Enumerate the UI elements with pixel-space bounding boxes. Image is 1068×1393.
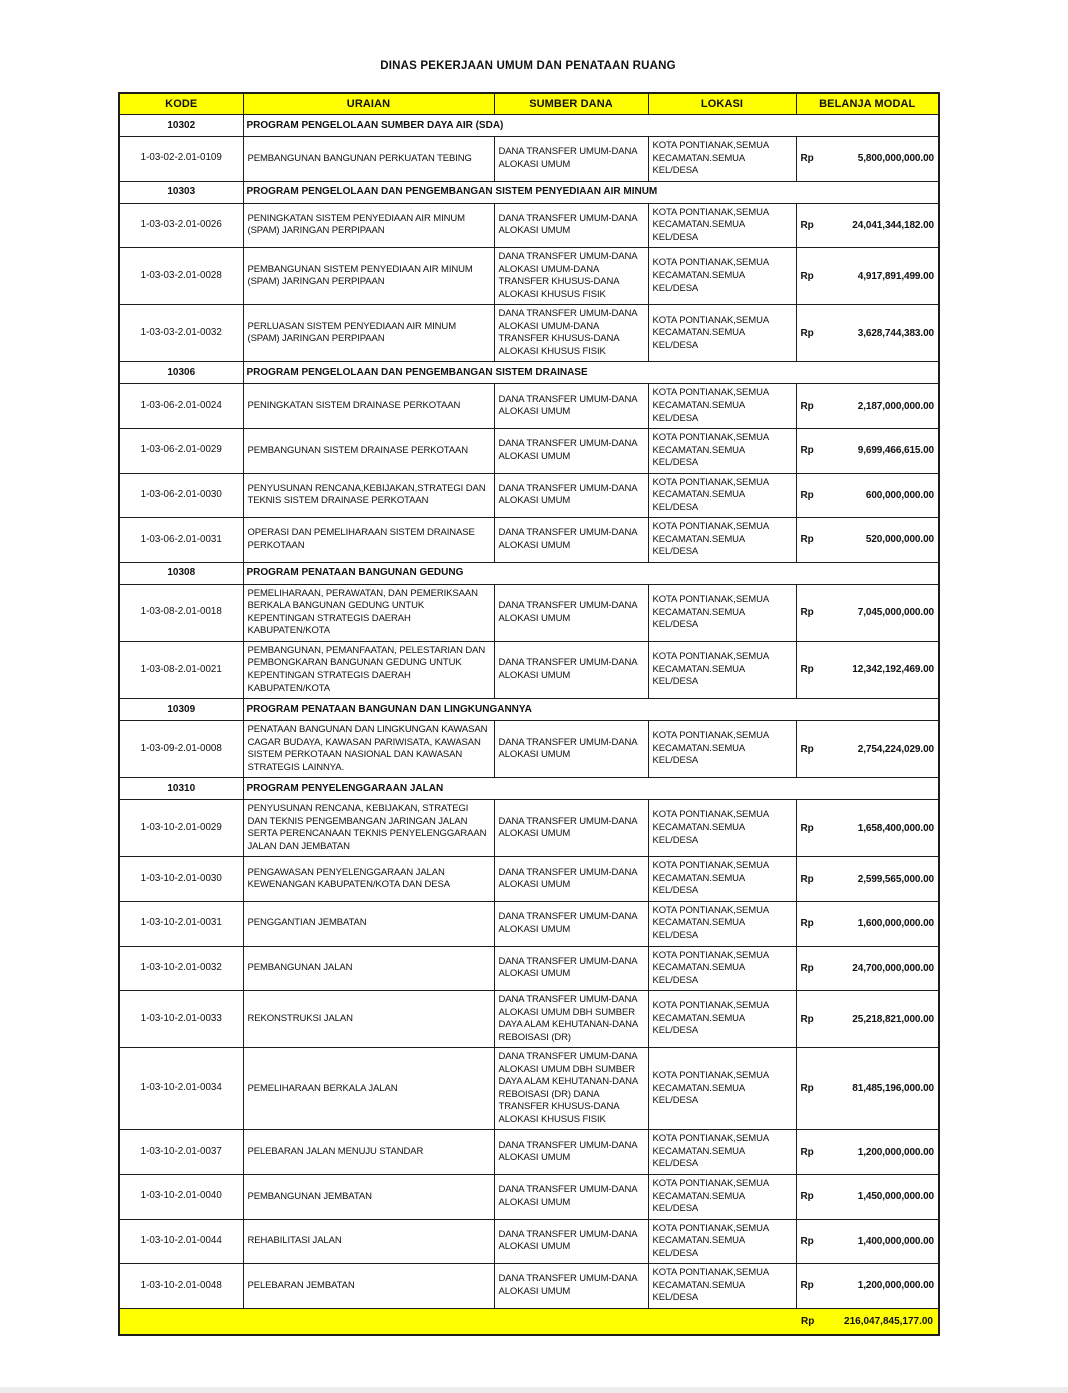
program-code-cell: 10306 [119, 362, 243, 384]
amount-value: 1,450,000,000.00 [857, 1191, 934, 1203]
item-lokasi-cell: KOTA PONTIANAK,SEMUA KECAMATAN.SEMUA KEL/DESA [648, 305, 796, 362]
program-code-cell: 10310 [119, 778, 243, 800]
column-header-lokasi: LOKASI [648, 93, 796, 115]
total-spacer-cell [119, 1308, 796, 1335]
item-code-cell: 1-03-10-2.01-0032 [119, 946, 243, 991]
item-lokasi-cell: KOTA PONTIANAK,SEMUA KECAMATAN.SEMUA KEL/DESA [648, 991, 796, 1048]
currency-label: Rp [800, 270, 814, 282]
item-belanja-cell [796, 305, 939, 362]
budget-table [118, 92, 940, 1336]
item-code-cell: 1-03-10-2.01-0031 [119, 901, 243, 946]
item-sumber-dana-cell: DANA TRANSFER UMUM-DANA ALOKASI UMUM [494, 1264, 648, 1309]
item-code-cell: 1-03-03-2.01-0032 [119, 305, 243, 362]
total-belanja-cell [796, 1308, 939, 1335]
item-belanja-cell [796, 518, 939, 563]
item-code-cell: 1-03-10-2.01-0048 [119, 1264, 243, 1309]
item-lokasi-cell: KOTA PONTIANAK,SEMUA KECAMATAN.SEMUA KEL/DESA [648, 518, 796, 563]
currency-label: Rp [800, 534, 814, 546]
program-row [119, 362, 939, 384]
item-uraian-cell: PENYUSUNAN RENCANA, KEBIJAKAN, STRATEGI DAN TEKNIS PENGEMBANGAN JARINGAN JALAN SERTA PERENCANAAN TEKNIS PENYELENGGARAAN JALAN DAN JEMBATAN [243, 800, 494, 857]
amount-value: 3,628,744,383.00 [857, 327, 934, 339]
item-uraian-cell: PEMELIHARAAN BERKALA JALAN [243, 1048, 494, 1130]
item-code-cell: 1-03-06-2.01-0030 [119, 473, 243, 518]
table-row [119, 1175, 939, 1220]
item-lokasi-cell: KOTA PONTIANAK,SEMUA KECAMATAN.SEMUA KEL/DESA [648, 1130, 796, 1175]
page-title: DINAS PEKERJAAN UMUM DAN PENATAAN RUANG [380, 60, 676, 72]
item-belanja-cell [796, 1264, 939, 1309]
item-lokasi-cell: KOTA PONTIANAK,SEMUA KECAMATAN.SEMUA KEL/DESA [648, 800, 796, 857]
table-row [119, 641, 939, 698]
item-lokasi-cell: KOTA PONTIANAK,SEMUA KECAMATAN.SEMUA KEL/DESA [648, 857, 796, 902]
item-lokasi-cell: KOTA PONTIANAK,SEMUA KECAMATAN.SEMUA KEL/DESA [648, 721, 796, 778]
item-uraian-cell: PEMELIHARAAN, PERAWATAN, DAN PEMERIKSAAN BERKALA BANGUNAN GEDUNG UNTUK KEPENTINGAN STRATEGIS DAERAH KABUPATEN/KOTA [243, 584, 494, 641]
amount-value: 4,917,891,499.00 [857, 270, 934, 282]
amount-value: 81,485,196,000.00 [852, 1083, 934, 1095]
amount-value: 1,400,000,000.00 [857, 1235, 934, 1247]
item-belanja-cell [796, 584, 939, 641]
item-code-cell: 1-03-02-2.01-0109 [119, 137, 243, 182]
item-code-cell: 1-03-09-2.01-0008 [119, 721, 243, 778]
item-uraian-cell: PENINGKATAN SISTEM DRAINASE PERKOTAAN [243, 384, 494, 429]
item-belanja-cell [796, 901, 939, 946]
currency-label: Rp [800, 664, 814, 676]
table-row [119, 1264, 939, 1309]
item-belanja-cell [796, 991, 939, 1048]
item-lokasi-cell: KOTA PONTIANAK,SEMUA KECAMATAN.SEMUA KEL/DESA [648, 203, 796, 248]
item-lokasi-cell: KOTA PONTIANAK,SEMUA KECAMATAN.SEMUA KEL/DESA [648, 1175, 796, 1220]
program-code-cell: 10302 [119, 115, 243, 137]
program-name-cell: PROGRAM PENGELOLAAN SUMBER DAYA AIR (SDA) [243, 115, 939, 137]
item-uraian-cell: PENYUSUNAN RENCANA,KEBIJAKAN,STRATEGI DAN TEKNIS SISTEM DRAINASE PERKOTAAN [243, 473, 494, 518]
table-row [119, 248, 939, 305]
currency-label: Rp [800, 1235, 814, 1247]
amount-value: 2,187,000,000.00 [857, 400, 934, 412]
program-name-cell: PROGRAM PENATAAN BANGUNAN GEDUNG [243, 562, 939, 584]
amount-value: 5,800,000,000.00 [857, 153, 934, 165]
item-lokasi-cell: KOTA PONTIANAK,SEMUA KECAMATAN.SEMUA KEL/DESA [648, 1048, 796, 1130]
item-code-cell: 1-03-03-2.01-0026 [119, 203, 243, 248]
column-header-sumber-dana: SUMBER DANA [494, 93, 648, 115]
currency-label: Rp [800, 743, 814, 755]
item-uraian-cell: OPERASI DAN PEMELIHARAAN SISTEM DRAINASE PERKOTAAN [243, 518, 494, 563]
item-lokasi-cell: KOTA PONTIANAK,SEMUA KECAMATAN.SEMUA KEL/DESA [648, 429, 796, 474]
program-row [119, 778, 939, 800]
item-code-cell: 1-03-10-2.01-0034 [119, 1048, 243, 1130]
item-sumber-dana-cell: DANA TRANSFER UMUM-DANA ALOKASI UMUM [494, 429, 648, 474]
item-sumber-dana-cell: DANA TRANSFER UMUM-DANA ALOKASI UMUM [494, 137, 648, 182]
table-row [119, 1048, 939, 1130]
item-lokasi-cell: KOTA PONTIANAK,SEMUA KECAMATAN.SEMUA KEL/DESA [648, 584, 796, 641]
item-lokasi-cell: KOTA PONTIANAK,SEMUA KECAMATAN.SEMUA KEL/DESA [648, 384, 796, 429]
item-code-cell: 1-03-10-2.01-0037 [119, 1130, 243, 1175]
program-code-cell: 10309 [119, 699, 243, 721]
item-lokasi-cell: KOTA PONTIANAK,SEMUA KECAMATAN.SEMUA KEL/DESA [648, 1264, 796, 1309]
table-row [119, 800, 939, 857]
program-code-cell: 10308 [119, 562, 243, 584]
item-uraian-cell: PENINGKATAN SISTEM PENYEDIAAN AIR MINUM (SPAM) JARINGAN PERPIPAAN [243, 203, 494, 248]
item-belanja-cell [796, 641, 939, 698]
item-uraian-cell: PERLUASAN SISTEM PENYEDIAAN AIR MINUM (SPAM) JARINGAN PERPIPAAN [243, 305, 494, 362]
item-belanja-cell [796, 384, 939, 429]
item-code-cell: 1-03-10-2.01-0044 [119, 1219, 243, 1264]
item-sumber-dana-cell: DANA TRANSFER UMUM-DANA ALOKASI UMUM [494, 857, 648, 902]
item-lokasi-cell: KOTA PONTIANAK,SEMUA KECAMATAN.SEMUA KEL/DESA [648, 248, 796, 305]
item-belanja-cell [796, 473, 939, 518]
program-name-cell: PROGRAM PENATAAN BANGUNAN DAN LINGKUNGANNYA [243, 699, 939, 721]
amount-value: 600,000,000.00 [865, 489, 934, 501]
item-uraian-cell: PENATAAN BANGUNAN DAN LINGKUNGAN KAWASAN CAGAR BUDAYA, KAWASAN PARIWISATA, KAWASAN SISTEM PERKOTAAN NASIONAL DAN KAWASAN STRATEGIS LAINNYA. [243, 721, 494, 778]
item-sumber-dana-cell: DANA TRANSFER UMUM-DANA ALOKASI UMUM [494, 901, 648, 946]
total-currency-label: Rp [801, 1316, 815, 1328]
item-uraian-cell: PEMBANGUNAN JALAN [243, 946, 494, 991]
amount-value: 1,200,000,000.00 [857, 1280, 934, 1292]
program-name-cell: PROGRAM PENGELOLAAN DAN PENGEMBANGAN SISTEM PENYEDIAAN AIR MINUM [243, 181, 939, 203]
item-belanja-cell [796, 800, 939, 857]
item-uraian-cell: REHABILITASI JALAN [243, 1219, 494, 1264]
item-sumber-dana-cell: DANA TRANSFER UMUM-DANA ALOKASI UMUM [494, 1219, 648, 1264]
item-code-cell: 1-03-08-2.01-0018 [119, 584, 243, 641]
currency-label: Rp [800, 1013, 814, 1025]
program-code-cell: 10303 [119, 181, 243, 203]
item-lokasi-cell: KOTA PONTIANAK,SEMUA KECAMATAN.SEMUA KEL/DESA [648, 1219, 796, 1264]
item-sumber-dana-cell: DANA TRANSFER UMUM-DANA ALOKASI UMUM-DANA TRANSFER KHUSUS-DANA ALOKASI KHUSUS FISIK [494, 305, 648, 362]
item-sumber-dana-cell: DANA TRANSFER UMUM-DANA ALOKASI UMUM DBH SUMBER DAYA ALAM KEHUTANAN-DANA REBOISASI (DR) [494, 991, 648, 1048]
currency-label: Rp [800, 1083, 814, 1095]
amount-value: 9,699,466,615.00 [857, 445, 934, 457]
item-code-cell: 1-03-06-2.01-0029 [119, 429, 243, 474]
item-lokasi-cell: KOTA PONTIANAK,SEMUA KECAMATAN.SEMUA KEL/DESA [648, 473, 796, 518]
item-sumber-dana-cell: DANA TRANSFER UMUM-DANA ALOKASI UMUM [494, 1130, 648, 1175]
item-belanja-cell [796, 248, 939, 305]
item-lokasi-cell: KOTA PONTIANAK,SEMUA KECAMATAN.SEMUA KEL/DESA [648, 946, 796, 991]
item-belanja-cell [796, 1130, 939, 1175]
item-code-cell: 1-03-10-2.01-0040 [119, 1175, 243, 1220]
item-uraian-cell: PENGGANTIAN JEMBATAN [243, 901, 494, 946]
currency-label: Rp [800, 822, 814, 834]
item-belanja-cell [796, 946, 939, 991]
item-uraian-cell: PEMBANGUNAN SISTEM PENYEDIAAN AIR MINUM (SPAM) JARINGAN PERPIPAAN [243, 248, 494, 305]
table-row [119, 1219, 939, 1264]
item-code-cell: 1-03-03-2.01-0028 [119, 248, 243, 305]
currency-label: Rp [800, 489, 814, 501]
program-name-cell: PROGRAM PENGELOLAAN DAN PENGEMBANGAN SISTEM DRAINASE [243, 362, 939, 384]
table-row [119, 137, 939, 182]
currency-label: Rp [800, 1146, 814, 1158]
item-belanja-cell [796, 1175, 939, 1220]
item-sumber-dana-cell: DANA TRANSFER UMUM-DANA ALOKASI UMUM [494, 641, 648, 698]
item-uraian-cell: PELEBARAN JALAN MENUJU STANDAR [243, 1130, 494, 1175]
table-row [119, 991, 939, 1048]
column-header-kode: KODE [119, 93, 243, 115]
currency-label: Rp [800, 607, 814, 619]
item-belanja-cell [796, 429, 939, 474]
amount-value: 24,700,000,000.00 [852, 962, 934, 974]
amount-value: 24,041,344,182.00 [852, 219, 934, 231]
table-row [119, 203, 939, 248]
currency-label: Rp [800, 153, 814, 165]
total-row [119, 1308, 939, 1335]
item-belanja-cell [796, 1219, 939, 1264]
item-belanja-cell [796, 857, 939, 902]
table-row [119, 946, 939, 991]
currency-label: Rp [800, 219, 814, 231]
item-sumber-dana-cell: DANA TRANSFER UMUM-DANA ALOKASI UMUM-DANA TRANSFER KHUSUS-DANA ALOKASI KHUSUS FISIK [494, 248, 648, 305]
item-sumber-dana-cell: DANA TRANSFER UMUM-DANA ALOKASI UMUM [494, 203, 648, 248]
currency-label: Rp [800, 327, 814, 339]
item-sumber-dana-cell: DANA TRANSFER UMUM-DANA ALOKASI UMUM [494, 721, 648, 778]
item-code-cell: 1-03-10-2.01-0029 [119, 800, 243, 857]
item-belanja-cell [796, 203, 939, 248]
item-lokasi-cell: KOTA PONTIANAK,SEMUA KECAMATAN.SEMUA KEL/DESA [648, 137, 796, 182]
item-belanja-cell [796, 1048, 939, 1130]
item-lokasi-cell: KOTA PONTIANAK,SEMUA KECAMATAN.SEMUA KEL/DESA [648, 901, 796, 946]
item-sumber-dana-cell: DANA TRANSFER UMUM-DANA ALOKASI UMUM [494, 473, 648, 518]
item-uraian-cell: PEMBANGUNAN, PEMANFAATAN, PELESTARIAN DAN PEMBONGKARAN BANGUNAN GEDUNG UNTUK KEPENTINGAN STRATEGIS DAERAH KABUPATEN/KOTA [243, 641, 494, 698]
item-sumber-dana-cell: DANA TRANSFER UMUM-DANA ALOKASI UMUM [494, 518, 648, 563]
item-uraian-cell: PEMBANGUNAN BANGUNAN PERKUATAN TEBING [243, 137, 494, 182]
currency-label: Rp [800, 445, 814, 457]
amount-value: 1,600,000,000.00 [857, 918, 934, 930]
item-code-cell: 1-03-10-2.01-0030 [119, 857, 243, 902]
item-uraian-cell: PEMBANGUNAN JEMBATAN [243, 1175, 494, 1220]
table-row [119, 384, 939, 429]
table-row [119, 901, 939, 946]
column-header-belanja-modal: BELANJA MODAL [796, 93, 939, 115]
program-row [119, 562, 939, 584]
item-code-cell: 1-03-06-2.01-0024 [119, 384, 243, 429]
table-header-row [119, 93, 939, 115]
table-row [119, 857, 939, 902]
item-code-cell: 1-03-06-2.01-0031 [119, 518, 243, 563]
page-bottom-edge [0, 1387, 1068, 1393]
item-uraian-cell: PELEBARAN JEMBATAN [243, 1264, 494, 1309]
item-lokasi-cell: KOTA PONTIANAK,SEMUA KECAMATAN.SEMUA KEL/DESA [648, 641, 796, 698]
item-belanja-cell [796, 137, 939, 182]
table-row [119, 1130, 939, 1175]
amount-value: 2,754,224,029.00 [857, 743, 934, 755]
amount-value: 7,045,000,000.00 [857, 607, 934, 619]
item-code-cell: 1-03-08-2.01-0021 [119, 641, 243, 698]
item-sumber-dana-cell: DANA TRANSFER UMUM-DANA ALOKASI UMUM DBH SUMBER DAYA ALAM KEHUTANAN-DANA REBOISASI (DR) DANA TRANSFER KHUSUS-DANA ALOKASI KHUSUS FISIK [494, 1048, 648, 1130]
table-row [119, 429, 939, 474]
item-sumber-dana-cell: DANA TRANSFER UMUM-DANA ALOKASI UMUM [494, 584, 648, 641]
table-row [119, 584, 939, 641]
currency-label: Rp [800, 962, 814, 974]
item-uraian-cell: PENGAWASAN PENYELENGGARAAN JALAN KEWENANGAN KABUPATEN/KOTA DAN DESA [243, 857, 494, 902]
item-sumber-dana-cell: DANA TRANSFER UMUM-DANA ALOKASI UMUM [494, 384, 648, 429]
currency-label: Rp [800, 873, 814, 885]
currency-label: Rp [800, 1191, 814, 1203]
total-amount-value: 216,047,845,177.00 [844, 1316, 933, 1328]
item-sumber-dana-cell: DANA TRANSFER UMUM-DANA ALOKASI UMUM [494, 800, 648, 857]
item-sumber-dana-cell: DANA TRANSFER UMUM-DANA ALOKASI UMUM [494, 946, 648, 991]
item-sumber-dana-cell: DANA TRANSFER UMUM-DANA ALOKASI UMUM [494, 1175, 648, 1220]
program-name-cell: PROGRAM PENYELENGGARAAN JALAN [243, 778, 939, 800]
item-belanja-cell [796, 721, 939, 778]
currency-label: Rp [800, 400, 814, 412]
table-row [119, 721, 939, 778]
currency-label: Rp [800, 918, 814, 930]
column-header-uraian: URAIAN [243, 93, 494, 115]
amount-value: 2,599,565,000.00 [857, 873, 934, 885]
item-uraian-cell: REKONSTRUKSI JALAN [243, 991, 494, 1048]
program-row [119, 115, 939, 137]
amount-value: 1,658,400,000.00 [857, 822, 934, 834]
table-row [119, 473, 939, 518]
program-row [119, 181, 939, 203]
item-code-cell: 1-03-10-2.01-0033 [119, 991, 243, 1048]
program-row [119, 699, 939, 721]
currency-label: Rp [800, 1280, 814, 1292]
table-row [119, 518, 939, 563]
amount-value: 25,218,821,000.00 [852, 1013, 934, 1025]
item-uraian-cell: PEMBANGUNAN SISTEM DRAINASE PERKOTAAN [243, 429, 494, 474]
amount-value: 12,342,192,469.00 [852, 664, 934, 676]
table-row [119, 305, 939, 362]
amount-value: 1,200,000,000.00 [857, 1146, 934, 1158]
amount-value: 520,000,000.00 [865, 534, 934, 546]
